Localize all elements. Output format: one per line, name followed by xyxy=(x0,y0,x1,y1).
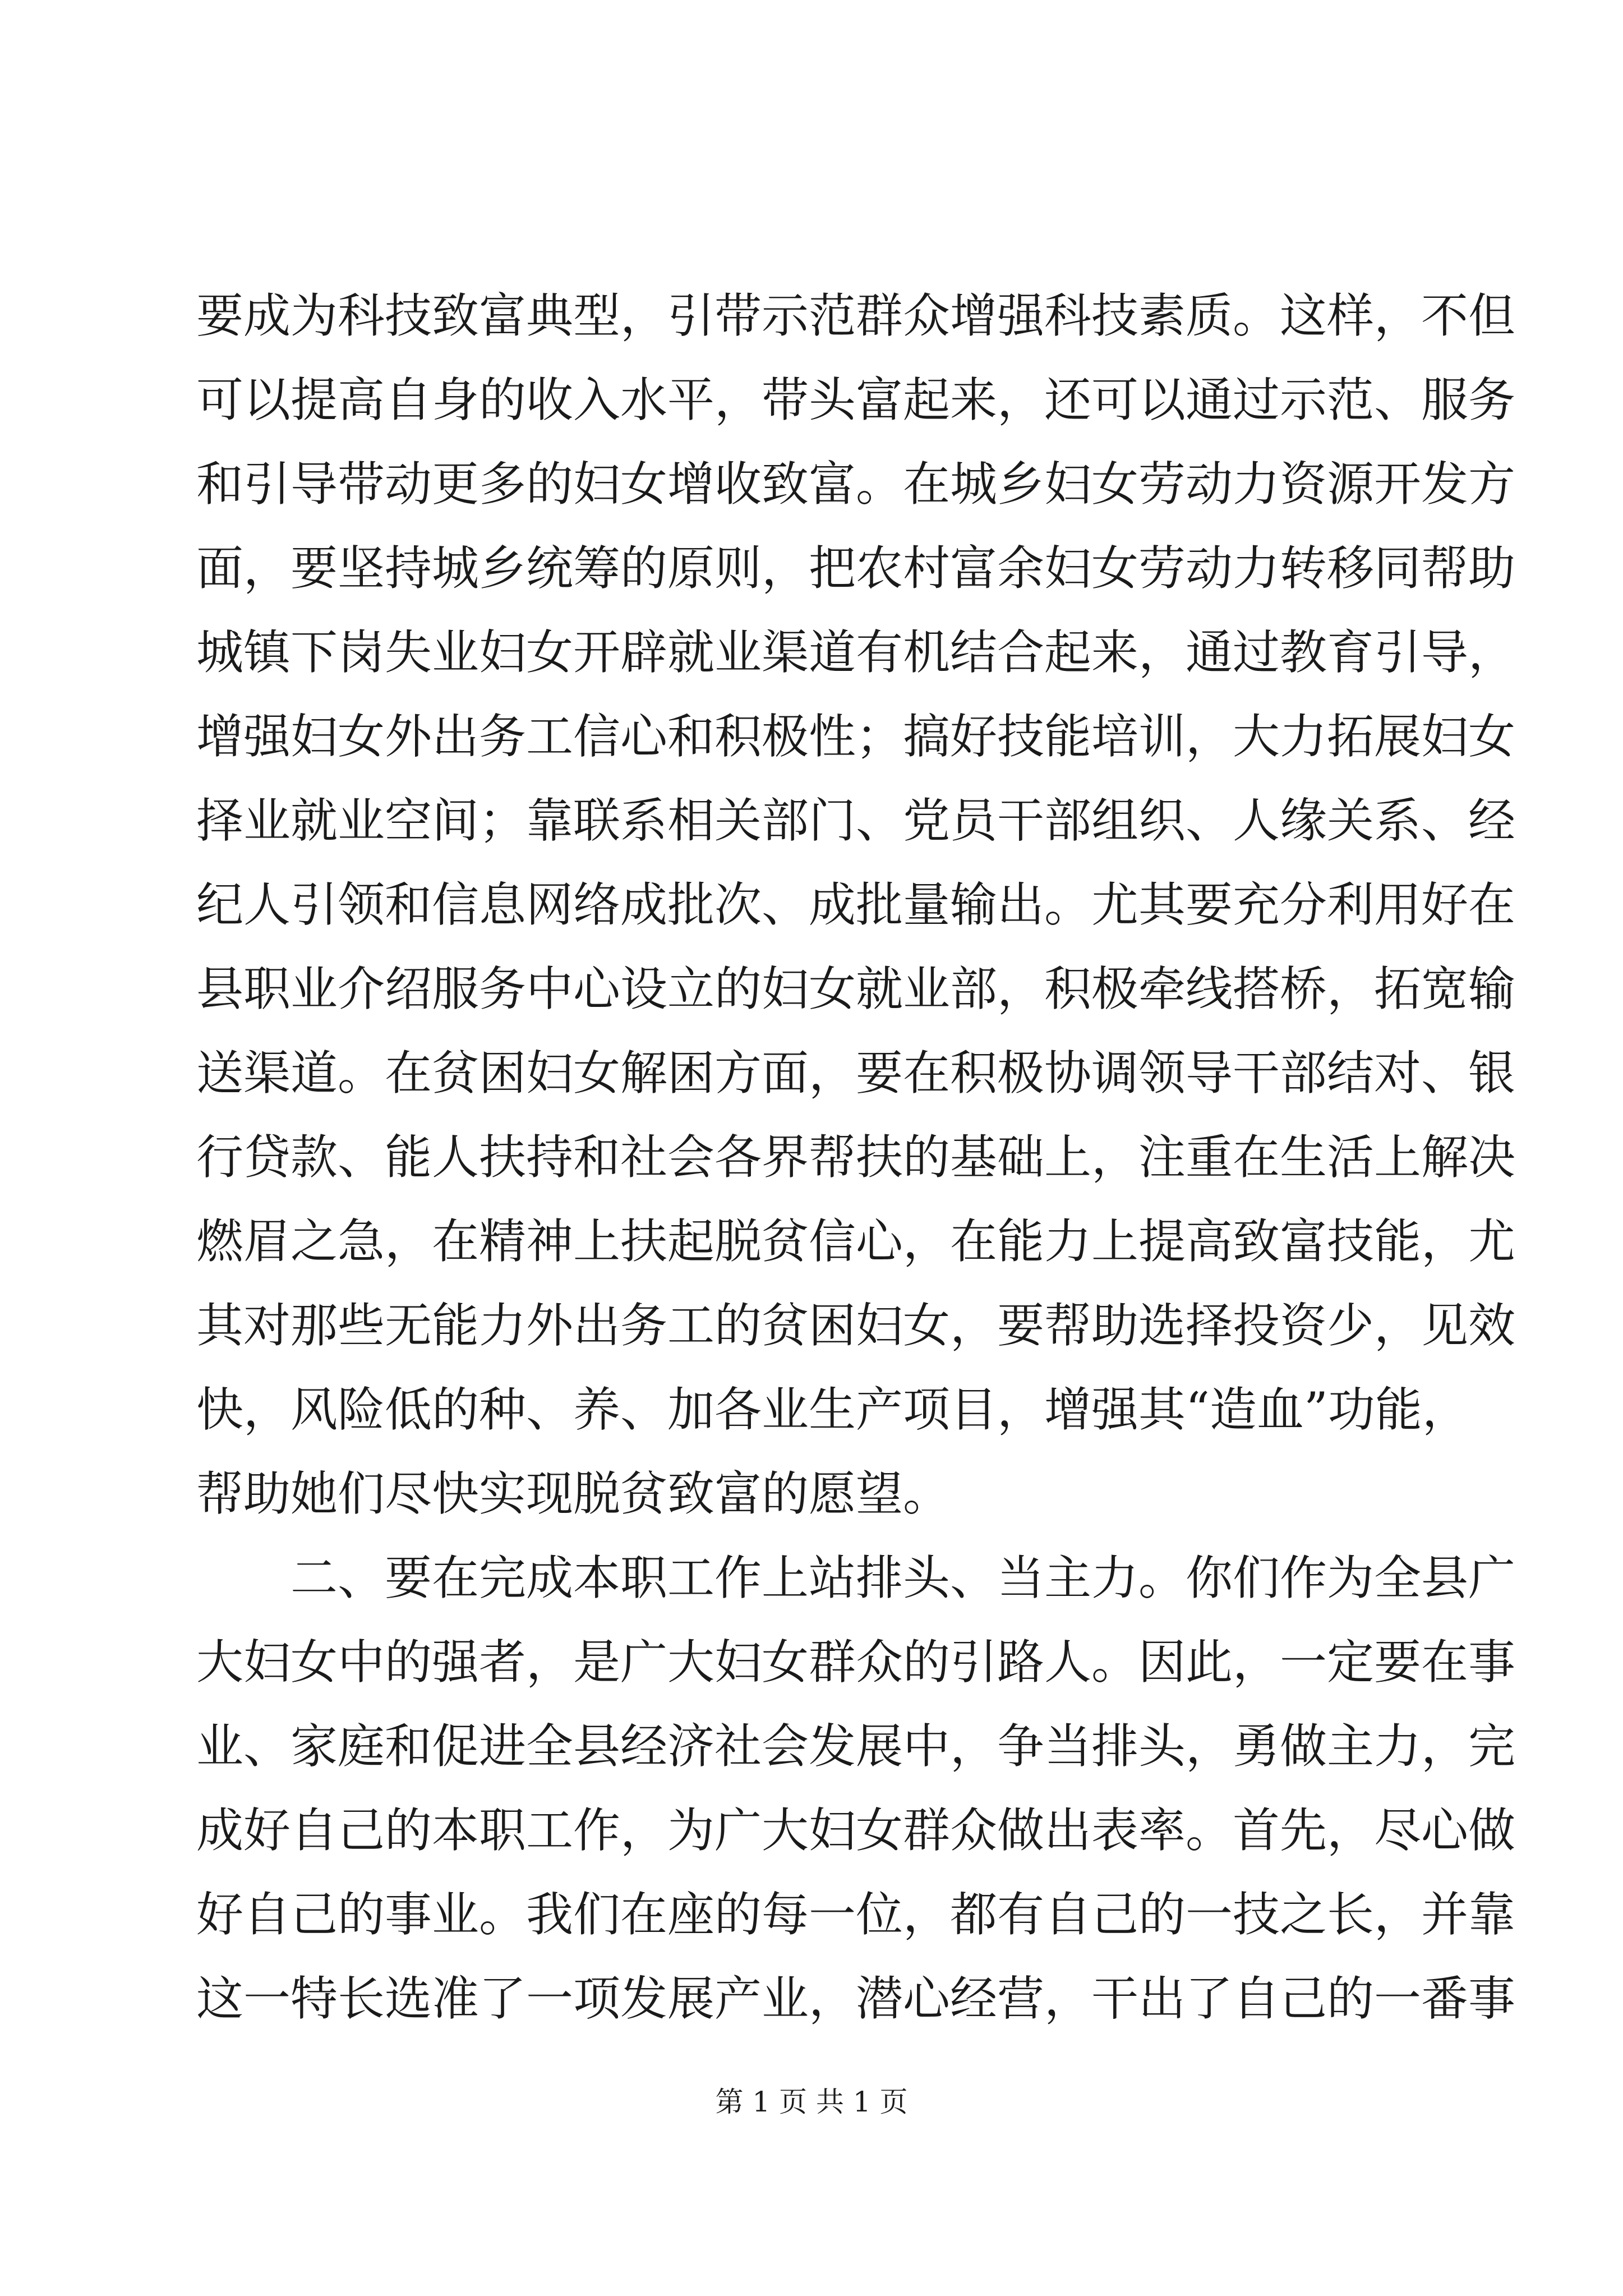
text-line: 送渠道。在贫困妇女解困方面，要在积极协调领导干部结对、银 xyxy=(196,1046,1516,1101)
text-line: 和引导带动更多的妇女增收致富。在城乡妇女劳动力资源开发方 xyxy=(196,457,1516,512)
body-text xyxy=(196,274,1516,2041)
text-line: 燃眉之急，在精神上扶起脱贫信心，在能力上提高致富技能，尤 xyxy=(196,1214,1516,1269)
text-line: 县职业介绍服务中心设立的妇女就业部，积极牵线搭桥，拓宽输 xyxy=(196,961,1516,1016)
text-line: 择业就业空间；靠联系相关部门、党员干部组织、人缘关系、经 xyxy=(196,793,1516,848)
text-line: 这一特长选准了一项发展产业，潜心经营，干出了自己的一番事 xyxy=(196,1971,1516,2026)
text-line: 好自己的事业。我们在座的每一位，都有自己的一技之长，并靠 xyxy=(196,1887,1516,1942)
text-line: 大妇女中的强者，是广大妇女群众的引路人。因此，一定要在事 xyxy=(196,1635,1516,1690)
text-line: 快，风险低的种、养、加各业生产项目，增强其“造血”功能， xyxy=(196,1382,1469,1437)
text-line: 帮助她们尽快实现脱贫致富的愿望。 xyxy=(196,1466,951,1521)
text-line: 增强妇女外出务工信心和积极性；搞好技能培训，大力拓展妇女 xyxy=(196,709,1516,764)
text-line: 要成为科技致富典型，引带示范群众增强科技素质。这样，不但 xyxy=(196,288,1516,343)
text-line: 成好自己的本职工作，为广大妇女群众做出表率。首先，尽心做 xyxy=(196,1803,1516,1858)
text-line: 纪人引领和信息网络成批次、成批量输出。尤其要充分利用好在 xyxy=(196,877,1516,932)
text-line: 二、要在完成本职工作上站排头、当主力。你们作为全县广 xyxy=(196,1550,1516,1605)
text-line: 业、家庭和促进全县经济社会发展中，争当排头，勇做主力，完 xyxy=(196,1719,1516,1774)
text-line: 其对那些无能力外出务工的贫困妇女，要帮助选择投资少，见效 xyxy=(196,1298,1516,1353)
text-line: 可以提高自身的收入水平，带头富起来，还可以通过示范、服务 xyxy=(196,372,1516,427)
text-line: 行贷款、能人扶持和社会各界帮扶的基础上，注重在生活上解决 xyxy=(196,1130,1516,1185)
page-footer: 第 1 页 共 1 页 xyxy=(715,2086,908,2118)
text-line: 面，要坚持城乡统筹的原则，把农村富余妇女劳动力转移同帮助 xyxy=(196,541,1516,596)
text-line: 城镇下岗失业妇女开辟就业渠道有机结合起来，通过教育引导， xyxy=(196,625,1516,680)
